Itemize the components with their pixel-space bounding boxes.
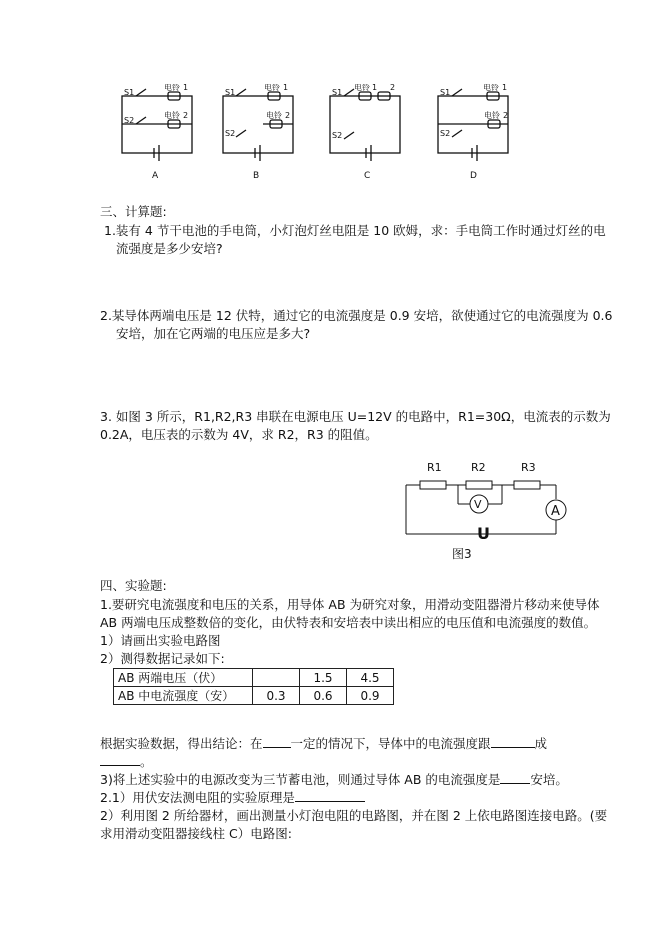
- section-heading-calc: 三、计算题:: [100, 204, 167, 219]
- svg-text:1: 1: [183, 84, 189, 92]
- bell-label: 电铃: [164, 84, 180, 92]
- voltmeter-label: V: [474, 498, 482, 511]
- table-cell: 4.5: [347, 669, 394, 687]
- question-1-cont: 流强度是多少安培?: [116, 241, 223, 256]
- conclusion-line: 根据实验数据，得出结论：在 一定的情况下，导体中的电流强度跟 成: [100, 736, 548, 751]
- svg-text:S1: S1: [332, 88, 343, 97]
- blank-field[interactable]: [295, 789, 365, 802]
- svg-text:S2: S2: [440, 129, 451, 138]
- question-3: 3. 如图 3 所示，R1,R2,R3 串联在电源电压 U=12V 的电路中，R1=30Ω，电流表的示数为: [100, 409, 611, 424]
- table-cell: AB 两端电压（伏）: [114, 669, 253, 687]
- experiment-2-2-cont: 求用滑动变阻器接线柱 C）电路图:: [100, 826, 292, 841]
- experiment-2-1: 2.1）用伏安法测电阻的实验原理是: [100, 789, 365, 806]
- switch-label: S2: [124, 116, 135, 125]
- table-row: [114, 687, 394, 705]
- figure-3-circuit: [400, 456, 575, 564]
- question-1: 1.装有 4 节干电池的手电筒，小灯泡灯丝电阻是 10 欧姆，求：手电筒工作时通过灯丝的电: [104, 223, 606, 238]
- svg-text:2: 2: [390, 84, 396, 92]
- table-cell: 0.3: [253, 687, 300, 705]
- svg-text:电铃: 电铃: [266, 111, 282, 120]
- svg-text:S1: S1: [440, 88, 451, 97]
- experiment-item-2: 2）测得数据记录如下:: [100, 651, 225, 666]
- experiment-1-cont: AB 两端电压成整数倍的变化，由伏特表和安培表中读出相应的电压值和电流强度的数值。: [100, 615, 597, 630]
- table-cell: [253, 669, 300, 687]
- svg-text:电铃: 电铃: [164, 111, 180, 120]
- experiment-item-1: 1）请画出实验电路图: [100, 633, 221, 648]
- table-cell: 0.6: [300, 687, 347, 705]
- caption-c: C: [364, 171, 371, 181]
- table-row: [114, 669, 394, 687]
- switch-label: S1: [124, 88, 135, 97]
- table-cell: 0.9: [347, 687, 394, 705]
- svg-text:1: 1: [372, 84, 378, 92]
- u-label: U: [477, 524, 490, 543]
- circuit-diagrams-abcd: [110, 84, 530, 184]
- svg-text:1: 1: [283, 84, 289, 92]
- caption-b: B: [253, 171, 260, 181]
- svg-text:S1: S1: [225, 88, 236, 97]
- svg-text:2: 2: [503, 111, 509, 120]
- blank-field[interactable]: [263, 735, 291, 748]
- experiment-2-2: 2）利用图 2 所给器材，画出测量小灯泡电阻的电路图，并在图 2 上依电路图连接电路。(要: [100, 808, 608, 823]
- svg-text:S2: S2: [332, 131, 343, 140]
- blank-field[interactable]: [100, 753, 140, 766]
- section-heading-experiment: 四、实验题:: [100, 578, 167, 593]
- question-2: 2.某导体两端电压是 12 伏特，通过它的电流强度是 0.9 安培，欲使通过它的电流强度为 0.6: [100, 308, 613, 323]
- r2-label: R2: [471, 461, 486, 474]
- caption-a: A: [152, 171, 159, 181]
- blank-field[interactable]: [491, 735, 535, 748]
- svg-text:电铃: 电铃: [483, 84, 499, 92]
- r3-label: R3: [521, 461, 536, 474]
- svg-text:1: 1: [502, 84, 508, 92]
- svg-text:电铃: 电铃: [354, 84, 370, 92]
- caption-d: D: [470, 171, 477, 181]
- question-2-cont: 安培，加在它两端的电压应是多大?: [116, 326, 311, 341]
- svg-text:2: 2: [285, 111, 291, 120]
- r1-label: R1: [427, 461, 442, 474]
- svg-text:S2: S2: [225, 129, 236, 138]
- svg-text:电铃: 电铃: [264, 84, 280, 92]
- ammeter-label: A: [551, 504, 560, 519]
- experiment-1: 1.要研究电流强度和电压的关系，用导体 AB 为研究对象，用滑动变阻器滑片移动来使导体: [100, 597, 600, 612]
- svg-text:2: 2: [183, 111, 189, 120]
- blank-field[interactable]: [500, 771, 530, 784]
- figure-3-caption: 图3: [452, 547, 472, 561]
- svg-text:电铃: 电铃: [484, 111, 500, 120]
- table-cell: AB 中电流强度（安）: [114, 687, 253, 705]
- data-table: [113, 668, 394, 705]
- conclusion-line-2: 。: [100, 753, 153, 770]
- experiment-item-3: 3)将上述实验中的电源改变为三节蓄电池，则通过导体 AB 的电流强度是 安培。: [100, 772, 568, 787]
- table-cell: 1.5: [300, 669, 347, 687]
- question-3-cont: 0.2A，电压表的示数为 4V，求 R2，R3 的阻值。: [100, 427, 378, 442]
